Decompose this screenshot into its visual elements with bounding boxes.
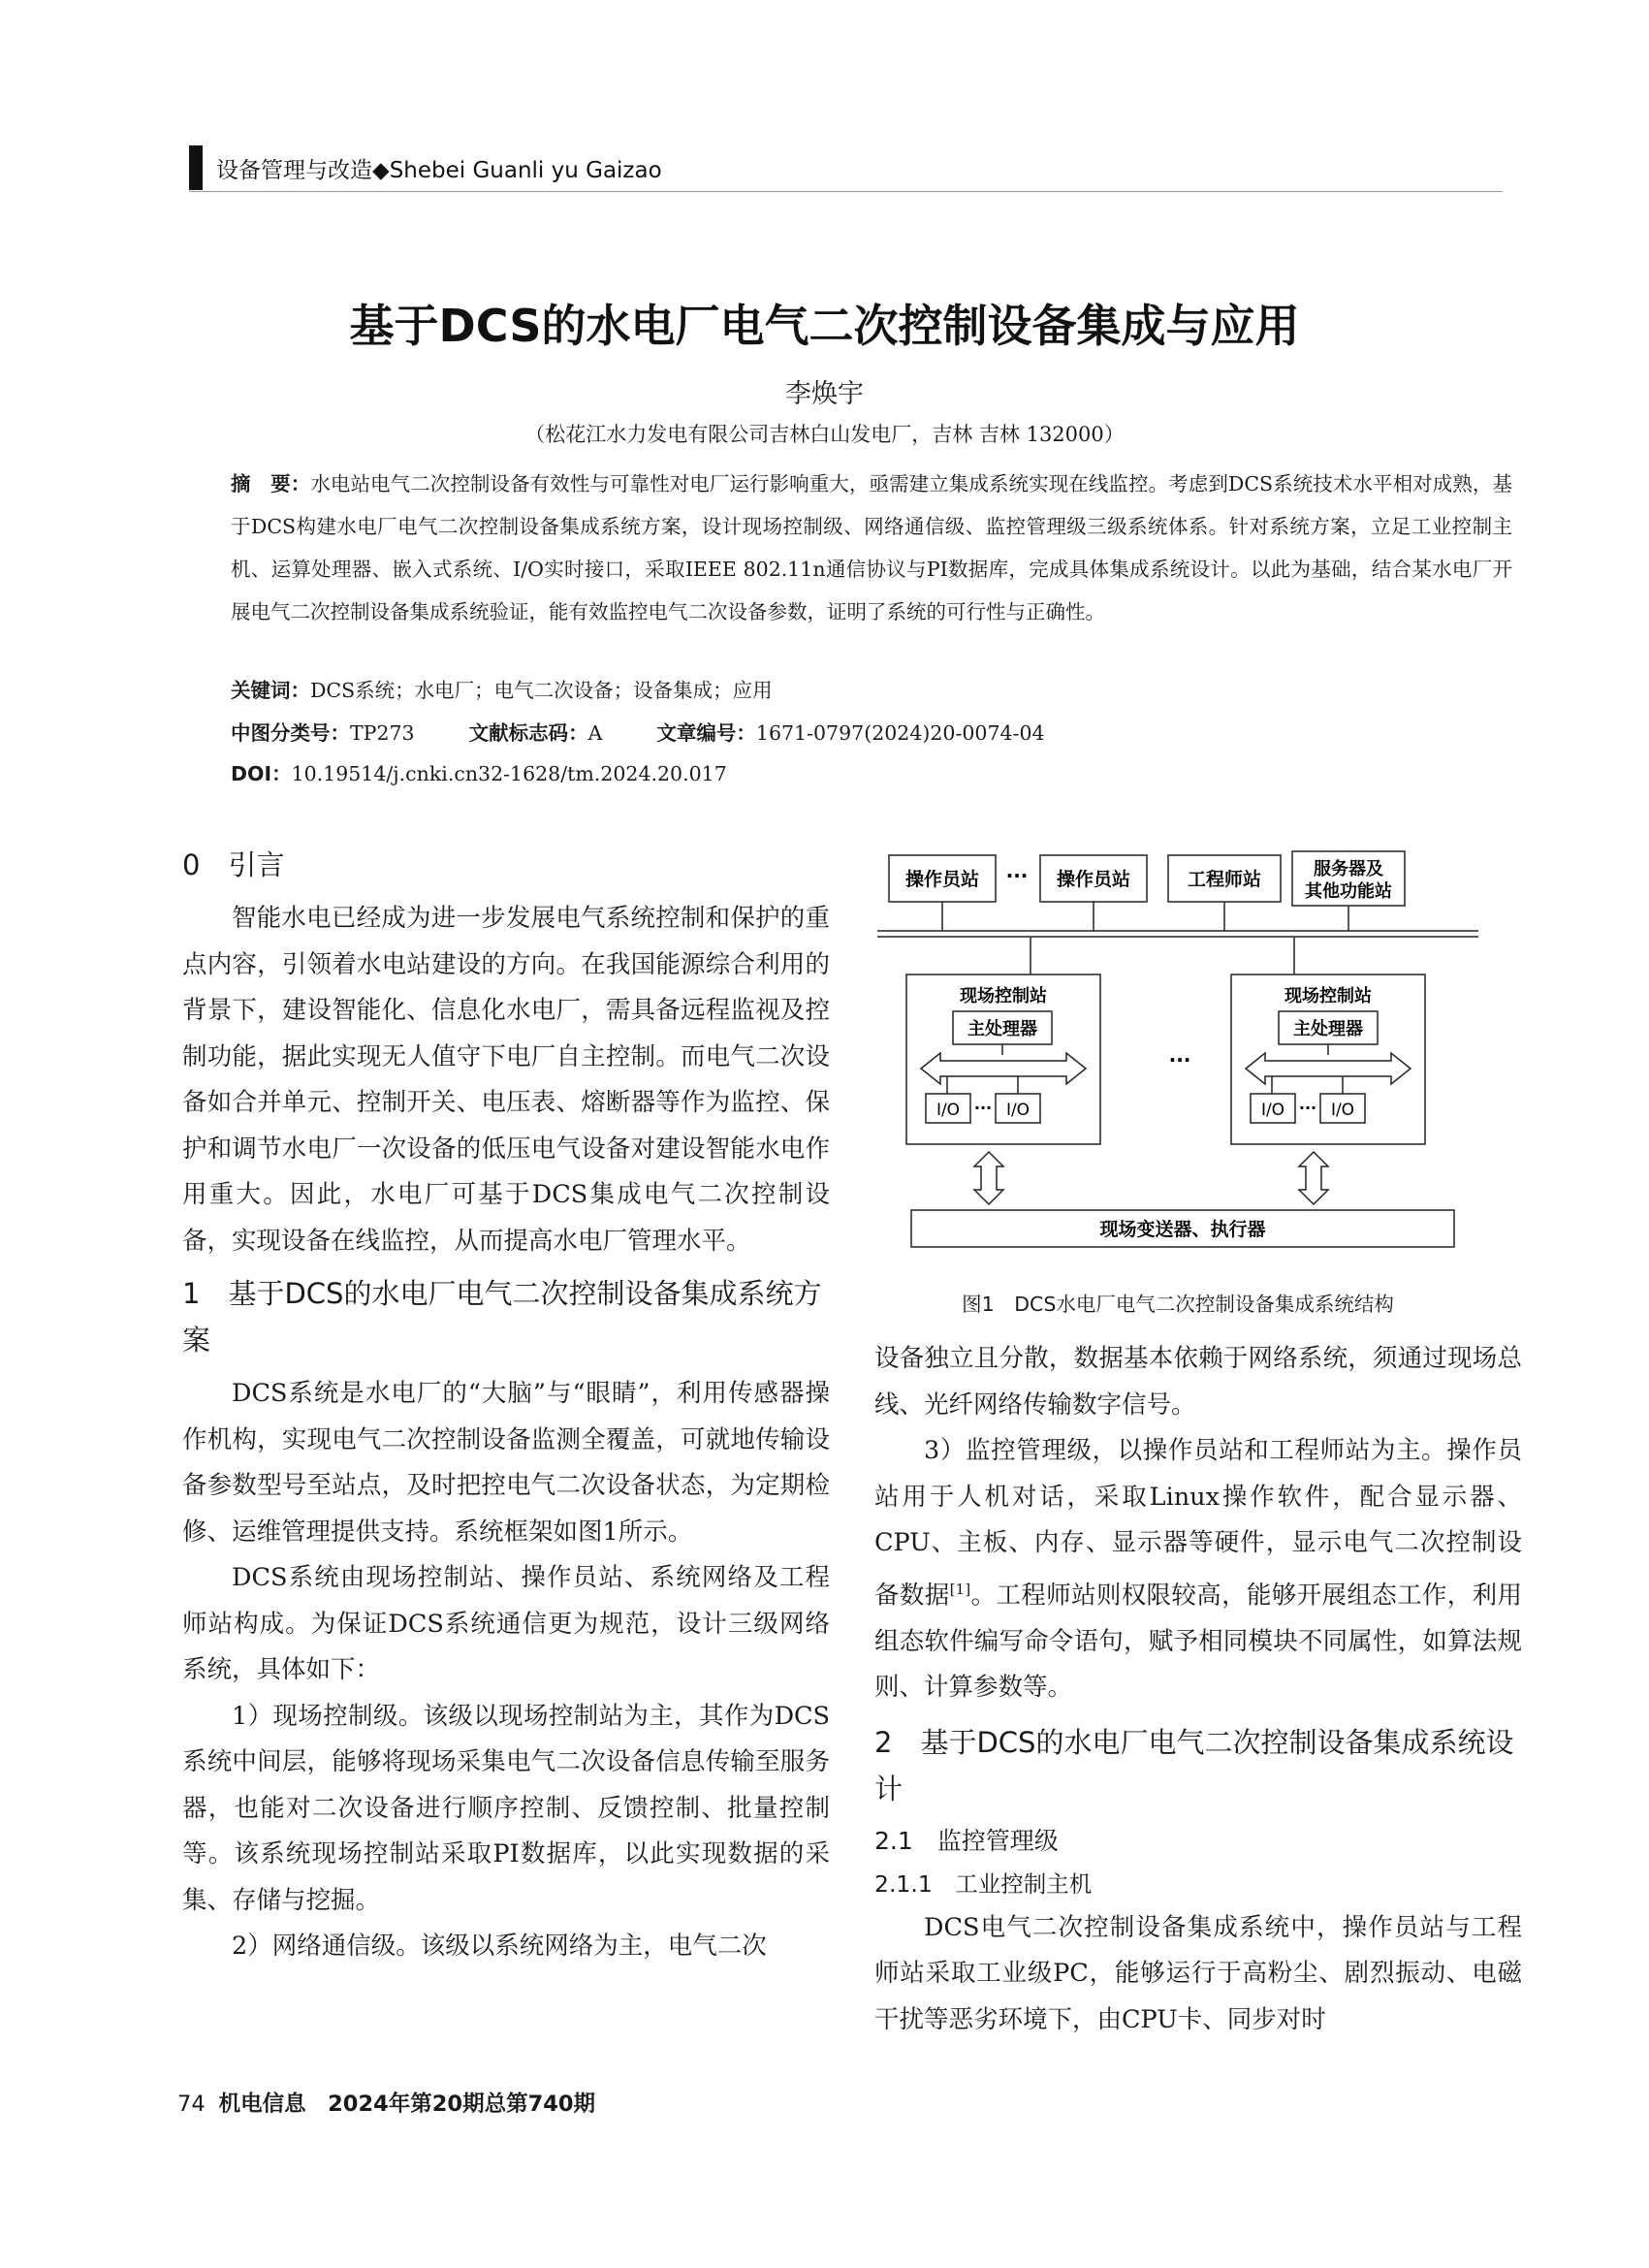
figure-1-diagram (877, 844, 1478, 1285)
engineer-station-label: 工程师站 (1187, 869, 1262, 890)
running-header (189, 144, 662, 192)
station-title-1: 现场控制站 (960, 986, 1047, 1006)
server-label-line2: 其他功能站 (1305, 881, 1392, 902)
operator-station-label-2: 操作员站 (1056, 869, 1131, 890)
abstract (231, 463, 1512, 633)
left-column (182, 842, 830, 1970)
field-control-station-2 (1231, 974, 1425, 1144)
clc-value: TP273 (350, 721, 415, 745)
header-bar (189, 145, 203, 190)
right-paragraph-continued: 设备独立且分散，数据基本依赖于网络系统，须通过现场总线、光纤网络传输数字信号。 (874, 1344, 1522, 1420)
processor-label-1: 主处理器 (967, 1019, 1037, 1039)
section-2-title: 2 基于DCS的水电厂电气二次控制设备集成系统设计 (874, 1725, 1514, 1805)
clc-label: 中图分类号： (231, 721, 350, 745)
section-0-title: 0 引言 (182, 848, 285, 881)
section-2-1-title: 2.1 监控管理级 (874, 1826, 1059, 1855)
vertical-arrow-1 (974, 1152, 1003, 1204)
journal-info: 机电信息 2024年第20期总第740期 (218, 2092, 596, 2117)
section-1-paragraph-2: DCS系统由现场控制站、操作员站、系统网络及工程师站构成。为保证DCS系统通信更为规范，设计三级网络系统，具体如下： (182, 1563, 830, 1684)
doi (231, 757, 727, 786)
article-no-value: 1671-0797(2024)20-0074-04 (755, 721, 1045, 745)
section-1-title: 1 基于DCS的水电厂电气二次控制设备集成系统方案 (182, 1277, 822, 1357)
page-number: 74 (177, 2092, 206, 2117)
author: 李焕宇 (785, 379, 864, 409)
io-label-2a: I/O (1260, 1101, 1285, 1120)
abstract-text: 水电站电气二次控制设备有效性与可靠性对电厂运行影响重大，亟需建立集成系统实现在线监控。考虑到DCS系统技术水平相对成熟，基于DCS构建水电厂电气二次控制设备集成系统方案，设计现场控制级、网络通信级、监控管理级三级系统体系。针对系统方案，立足工业控制主机、运算处理器、嵌入式系统、I/O实时接口，采取IEEE 802.11n通信协议与PI数据库，完成具体集成系统设计。以此为基础，结合某水电厂开展电气二次控制设备集成系统验证，能有效监控电气二次设备参数，证明了系统的可行性与正确性。 (231, 472, 1512, 623)
right-paragraph-monitoring-level (874, 1428, 1522, 1711)
keywords-text: DCS系统；水电厂；电气二次设备；设备集成；应用 (310, 679, 773, 702)
header-text: 设备管理与改造◆Shebei Guanli yu Gaizao (216, 157, 662, 183)
station-dots: ··· (1168, 1048, 1191, 1071)
abstract-label: 摘 要： (231, 472, 311, 495)
server-label-line1: 服务器及 (1314, 859, 1383, 879)
keywords-label: 关键词： (231, 679, 310, 702)
keywords (231, 674, 773, 703)
doi-label: DOI： (231, 762, 292, 785)
page-footer (177, 2087, 595, 2118)
io-dots-1: ··· (973, 1099, 993, 1117)
doc-code-value: A (587, 721, 603, 745)
monitoring-text-1: 3）监控管理级，以操作员站和工程师站为主。操作员站用于人机对话，采取Linux操作软件，配合显示器、CPU、主板、内存、显示器等硬件，显示电气二次控制设备数据 (874, 1436, 1522, 1610)
io-label-2b: I/O (1330, 1101, 1355, 1120)
citation-1: [1] (949, 1580, 971, 1598)
io-label-1a: I/O (935, 1101, 961, 1120)
field-control-station-1 (906, 974, 1100, 1144)
section-0-paragraph-1: 智能水电已经成为进一步发展电气系统控制和保护的重点内容，引领着水电站建设的方向。在我国能源综合利用的背景下，建设智能化、信息化水电厂，需具备远程监视及控制功能，据此实现无人值守下电厂自主控制。而电气二次设备如合并单元、控制开关、电压表、熔断器等作为监控、保护和调节水电厂一次设备的低压电气设备对建设智能水电作用重大。因此，水电厂可基于DCS集成电气二次控制设备，实现设备在线监控，从而提高水电厂管理水平。 (182, 904, 830, 1256)
top-dots: ··· (1005, 864, 1029, 887)
section-2-1-1-title: 2.1.1 工业控制主机 (874, 1869, 1093, 1898)
affiliation: （松花江水力发电有限公司吉林白山发电厂，吉林 吉林 132000） (524, 423, 1125, 446)
vertical-arrow-2 (1299, 1152, 1328, 1204)
doc-code-label: 文献标志码： (468, 721, 588, 745)
section-1-paragraph-4: 2）网络通信级。该级以系统网络为主，电气二次 (232, 1932, 767, 1961)
doi-value: 10.19514/j.cnki.cn32-1628/tm.2024.20.017 (291, 762, 727, 785)
section-2-1-1-paragraph: DCS电气二次控制设备集成系统中，操作员站与工程师站采取工业级PC，能够运行于高粉尘、剧烈振动、电磁干扰等恶劣环境下，由CPU卡、同步对时 (874, 1912, 1522, 2034)
header-rule (189, 191, 1503, 192)
right-column (874, 1336, 1522, 2043)
classification (231, 717, 1045, 746)
section-1-paragraph-1: DCS系统是水电厂的“大脑”与“眼睛”，利用传感器操作机构，实现电气二次控制设备监测全覆盖，可就地传输设备参数型号至站点，及时把控电气二次设备状态，为定期检修、运维管理提供支持。系统框架如图1所示。 (182, 1379, 830, 1547)
field-devices-label: 现场变送器、执行器 (1099, 1219, 1266, 1240)
monitoring-text-2: 。工程师站则权限较高，能够开展组态工作，利用组态软件编写命令语句，赋予相同模块不同属性，如算法规则、计算参数等。 (874, 1581, 1522, 1702)
station-title-2: 现场控制站 (1284, 986, 1372, 1006)
figure-1-caption: 图1 DCS水电厂电气二次控制设备集成系统结构 (962, 1293, 1394, 1316)
section-1-paragraph-3: 1）现场控制级。该级以现场控制站为主，其作为DCS系统中间层，能够将现场采集电气二次设备信息传输至服务器，也能对二次设备进行顺序控制、反馈控制、批量控制等。该系统现场控制站采取PI数据库，以此实现数据的采集、存储与挖掘。 (182, 1701, 830, 1915)
io-dots-2: ··· (1298, 1099, 1317, 1117)
paper-title: 基于DCS的水电厂电气二次控制设备集成与应用 (349, 300, 1300, 352)
io-label-1b: I/O (1005, 1101, 1031, 1120)
operator-station-label-1: 操作员站 (904, 869, 980, 890)
processor-label-2: 主处理器 (1293, 1019, 1363, 1039)
article-no-label: 文章编号： (656, 721, 756, 745)
